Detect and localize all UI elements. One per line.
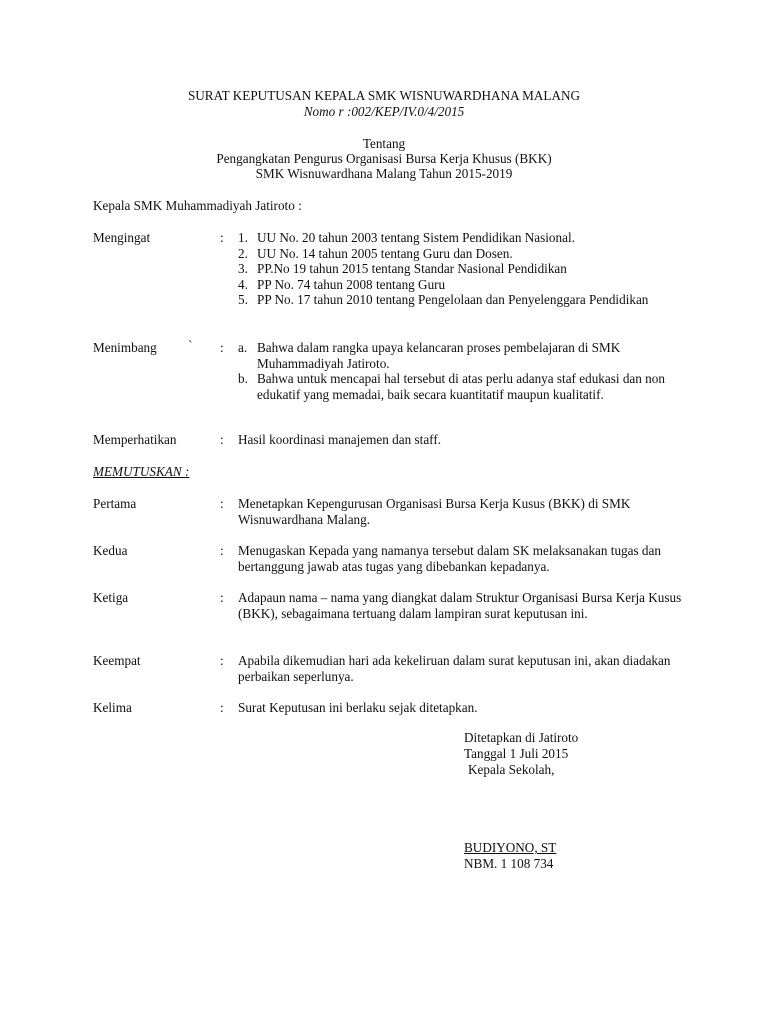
list-item: 2. UU No. 14 tahun 2005 tentang Guru dan Dosen. — [238, 245, 513, 261]
pertama-label: Pertama — [93, 496, 137, 511]
kelima-text: Surat Keputusan ini berlaku sejak ditetapkan. — [238, 700, 478, 715]
list-item: b. Bahwa untuk mencapai hal tersebut di atas perlu adanya staf edukasi dan non edukatif yang memadai, baik secara kuantitatif maupun kualitatif. — [238, 371, 665, 402]
pertama-text: Menetapkan Kepengurusan Organisasi Bursa Kerja Kusus (BKK) di SMK Wisnuwardhana Malang. — [238, 496, 631, 527]
keempat-colon: : — [220, 653, 224, 668]
subject-line-1: Pengangkatan Pengurus Organisasi Bursa Kerja Khusus (BKK) — [216, 151, 552, 166]
memperhatikan-label: Memperhatikan — [93, 432, 177, 447]
about-heading: Tentang — [362, 136, 406, 151]
subject-line-2: SMK Wisnuwardhana Malang Tahun 2015-2019 — [255, 166, 513, 181]
signatory-name: BUDIYONO, ST — [464, 840, 557, 855]
kedua-text: Menugaskan Kepada yang namanya tersebut dalam SK melaksanakan tugas dan bertanggung jawab atas tugas yang dibebankan kepadanya. — [238, 543, 661, 574]
list-item: 4. PP No. 74 tahun 2008 tentang Guru — [238, 276, 446, 292]
kelima-colon: : — [220, 700, 224, 715]
memperhatikan-colon: : — [220, 432, 224, 447]
list-item: 3. PP.No 19 tahun 2015 tentang Standar Nasional Pendidikan — [238, 261, 567, 276]
pertama-colon: : — [220, 496, 224, 511]
kedua-colon: : — [220, 543, 224, 558]
signatory-nbm: NBM. 1 108 734 — [464, 856, 554, 871]
mengingat-list — [238, 230, 693, 308]
document-title: SURAT KEPUTUSAN KEPALA SMK WISNUWARDHANA MALANG — [187, 88, 581, 103]
keempat-text: Apabila dikemudian hari ada kekeliruan dalam surat keputusan ini, akan diadakan perbaikan seperlunya. — [238, 653, 671, 684]
list-item: 5. PP No. 17 tahun 2010 tentang Pengelolaan dan Penyelenggara Pendidikan — [238, 292, 649, 307]
list-item: a. Bahwa dalam rangka upaya kelancaran proses pembelajaran di SMK Muhammadiyah Jatiroto. — [238, 340, 621, 371]
mengingat-label: Mengingat — [93, 230, 151, 245]
ketiga-label: Ketiga — [93, 590, 129, 605]
signature-place: Ditetapkan di Jatiroto — [464, 730, 579, 745]
keempat-label: Keempat — [93, 653, 141, 668]
opening-line: Kepala SMK Muhammadiyah Jatiroto : — [93, 198, 302, 213]
menimbang-label: Menimbang — [93, 340, 157, 355]
menimbang-colon: : — [220, 340, 224, 355]
mengingat-colon: : — [220, 230, 224, 245]
menimbang-tick: ` — [188, 338, 193, 353]
memperhatikan-text: Hasil koordinasi manajemen dan staff. — [238, 432, 442, 447]
kedua-label: Kedua — [93, 543, 128, 558]
mengingat-body — [238, 230, 693, 308]
menimbang-list — [238, 340, 693, 402]
memutuskan-heading: MEMUTUSKAN : — [93, 464, 190, 479]
kelima-label: Kelima — [93, 700, 132, 715]
ketiga-colon: : — [220, 590, 224, 605]
menimbang-body — [238, 340, 693, 402]
signature-date: Tanggal 1 Juli 2015 — [464, 746, 569, 761]
ketiga-text: Adapaun nama – nama yang diangkat dalam Struktur Organisasi Bursa Kerja Kusus (BKK), sebagaimana tertuang dalam lampiran surat keputusan ini. — [238, 590, 682, 621]
list-item: 1. UU No. 20 tahun 2003 tentang Sistem Pendidikan Nasional. — [238, 230, 575, 245]
signature-position: Kepala Sekolah, — [468, 762, 555, 777]
document-number: Nomo r :002/KEP/IV.0/4/2015 — [303, 104, 465, 119]
